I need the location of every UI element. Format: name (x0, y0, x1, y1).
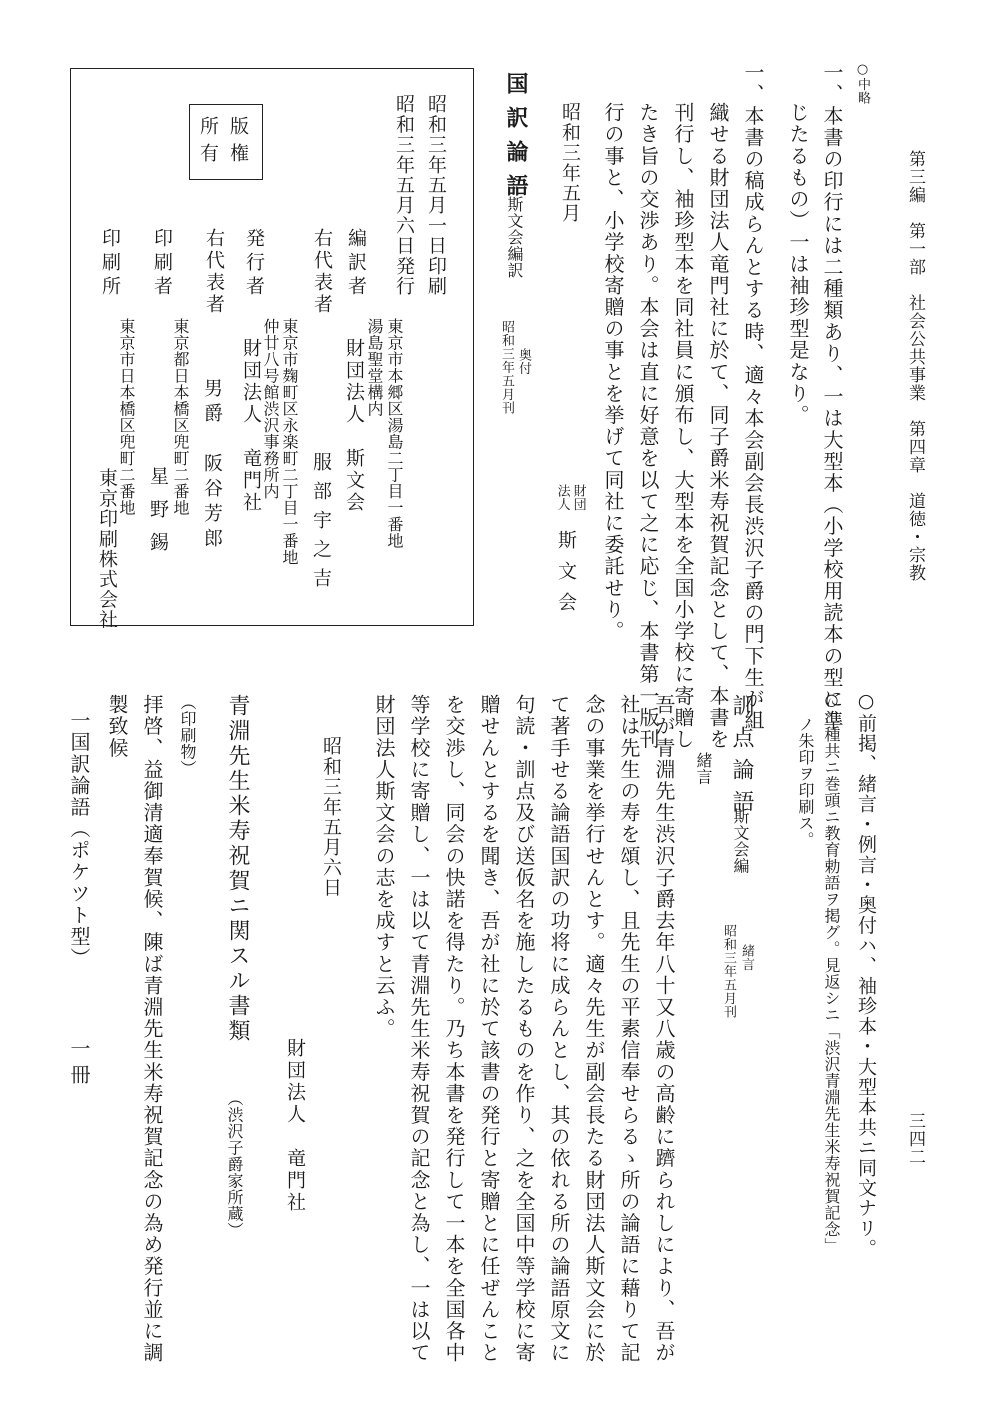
colophon-print-date: 昭和三年五月一日印刷 (425, 94, 447, 296)
para2-line5: 行の事と、小学校寄贈の事とを挙げて同社に委託せり。 (601, 102, 625, 642)
upper-book-title: 国訳論語 (503, 72, 529, 208)
printer-label: 印刷者 (151, 228, 173, 300)
upper-signature-date: 昭和三年五月 (559, 102, 581, 224)
lower-book-editor: 斯文会編 (731, 808, 750, 874)
rights-line-1: 版権 (227, 116, 249, 170)
upper-colophon-date: 昭和三年五月刊 (499, 320, 514, 415)
body-line-8: 等学校に寄贈し、一は以て青淵先生米寿祝賀の記念と為し、一は以て (407, 694, 431, 1364)
rights-line-2: 所有 (197, 116, 219, 170)
omission-mark: ○中略 (855, 62, 870, 105)
lower-foreword-label: 緒言 (694, 752, 713, 785)
translator-addr-1: 東京市本郷区湯島二丁目一番地 (385, 318, 404, 549)
body-line-2: 社は先生の寿を頌し、且先生の平素信奉せらるゝ所の論語に藉りて記 (617, 694, 641, 1364)
translator-label: 編訳者 (345, 228, 367, 300)
upper-signature-org-small-1: 財団 (570, 484, 586, 511)
para2-line2: 織せる財団法人竜門社に於て、同子爵米寿祝賀記念として、本書を (706, 102, 730, 750)
translator-rep: 服部宇之吉 (310, 452, 332, 597)
lower-foreword-date: 昭和三年五月刊 (721, 924, 736, 1019)
lower-date: 昭和三年五月六日 (320, 736, 342, 898)
upper-signature-org-small-2: 法人 (554, 484, 570, 511)
body-line-6: 贈せんとするを聞き、吾が社に於て該書の発行と寄贈とに任ぜんこと (477, 694, 501, 1364)
publisher-addr-2: 仲廿八号館渋沢事務所内 (261, 318, 280, 500)
doc-title: 青淵先生米寿祝賀ニ関スル書類 (225, 694, 250, 1044)
colophon-issue-date: 昭和三年五月六日発行 (393, 94, 415, 296)
publisher-addr-1: 東京市麹町区永楽町二丁目一番地 (280, 318, 299, 566)
letter-line-1: 拝啓、益御清適奉賀候、陳ば青淵先生米寿祝賀記念の為め発行並に調 (140, 694, 164, 1364)
note-2-line1: ○二種共ニ巻頭ニ教育勅語ヲ掲グ。見返シニ「渋沢青淵先生米寿祝賀記念」 (822, 690, 841, 1254)
upper-colophon-label: 奥付 (516, 348, 531, 375)
printshop-label: 印刷所 (99, 228, 121, 300)
para1-line2: じたるもの）一は袖珍型是なり。 (786, 102, 810, 426)
body-line-7: を交渉し、同会の快諾を得たり。乃ち本書を発行して一本を全国各中 (442, 694, 466, 1364)
letter-line-2: 製致候 (105, 694, 129, 759)
lower-book-title: 訓点論語 (729, 694, 754, 822)
translator-addr-2: 湯島聖堂構内 (365, 318, 384, 417)
chapter-title: 第三編 第一部 社会公共事業 第四章 道徳・宗教 (905, 150, 925, 582)
body-line-9: 財団法人斯文会の志を成すと云ふ。 (372, 694, 396, 1040)
body-line-5: 句読・訓点及び送仮名を施したるものを作り、之を全国中等学校に寄 (512, 694, 536, 1364)
upper-book-editor: 斯文会編訳 (505, 196, 524, 279)
note-2-line2: ノ朱印ヲ印刷ス。 (796, 716, 815, 848)
upper-signature-org: 斯文会 (555, 530, 577, 623)
printshop-name: 東京印刷株式会社 (96, 468, 118, 630)
translator-rep-label: 右代表者 (311, 228, 333, 316)
printer-name: 星野錫 (147, 466, 169, 565)
publisher-org: 財団法人 竜門社 (240, 338, 262, 514)
publisher-rep-label: 右代表者 (203, 228, 225, 316)
para2-line4: たき旨の交渉あり。本会は直に好意を以て之に応じ、本書第一版刊 (636, 102, 660, 750)
body-line-1: 吾が青淵先生渋沢子爵去年八十又八歳の高齢に躋られしにより、吾が (652, 694, 676, 1364)
item-qty: 一冊 (67, 1038, 91, 1090)
doc-source: （渋沢子爵家所蔵） (225, 1090, 244, 1239)
body-line-3: 念の事業を挙行せんとす。適々先生が副会長たる財団法人斯文会に於 (582, 694, 606, 1364)
lower-foreword-date-label: 緒言 (739, 944, 754, 971)
para1-line1: 一、本書の印行には二種類あり、一は大型本（小学校用読本の型に準 (820, 62, 844, 732)
para2-line3: 刊行し、袖珍型本を同社員に頒布し、大型本を全国小学校に寄贈し (671, 102, 695, 750)
translator-org: 財団法人 斯文会 (343, 338, 365, 514)
page-number: 三四二 (905, 1112, 925, 1166)
item-name: 一国訳論語（ポケツト型） (67, 710, 91, 970)
body-line-4: て著手せる論語国訳の功将に成らんとし、其の依れる所の論語原文に (547, 694, 571, 1364)
printshop-addr: 東京市日本橋区兜町二番地 (117, 318, 136, 516)
lower-org: 財団法人 竜門社 (284, 1038, 306, 1214)
publisher-rep: 男爵 阪谷芳郎 (201, 378, 223, 553)
note-1: ○前掲、緒言・例言・奥付ハ、袖珍本・大型本共ニ同文ナリ。 (855, 690, 877, 1259)
para2-line1: 一、本書の稿成らんとする時、適々本会副会長渋沢子爵の門下生が組 (741, 62, 765, 732)
printer-addr: 東京都日本橋区兜町二番地 (171, 318, 190, 516)
printed-label: （印刷物） (178, 694, 197, 777)
publisher-label: 発行者 (243, 228, 265, 300)
